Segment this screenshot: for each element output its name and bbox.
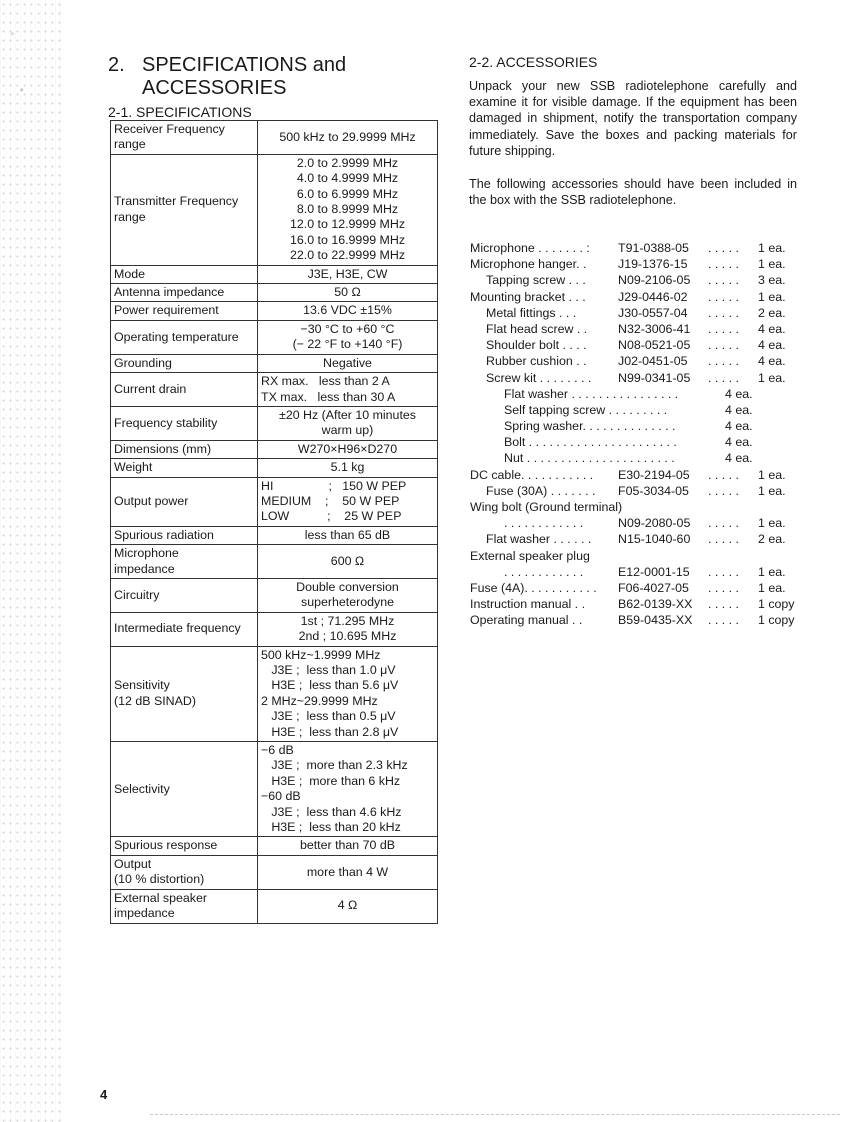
accessories-heading: 2-2. ACCESSORIES — [469, 54, 598, 70]
accessory-name: Fuse (30A) . . . . . . . — [486, 483, 596, 498]
accessory-name: Microphone . . . . . . . : — [470, 241, 590, 255]
accessory-leader-dots: . . . . . — [708, 257, 739, 272]
spec-label: Receiver Frequency range — [111, 121, 258, 155]
spec-row — [111, 373, 438, 407]
accessory-item — [470, 450, 800, 466]
accessory-name: Spring washer. . . . . . . . . . . . . . — [504, 419, 676, 434]
accessory-name: Microphone hanger. . — [470, 257, 587, 272]
accessory-part-number: N09-2106-05 — [618, 273, 691, 288]
spec-label: Mode — [111, 265, 258, 283]
spec-value: ±20 Hz (After 10 minutes warm up) — [258, 406, 438, 440]
spec-row — [111, 855, 438, 889]
spec-label: Frequency stability — [111, 406, 258, 440]
spec-row — [111, 302, 438, 320]
spec-row — [111, 320, 438, 354]
spec-value: 2.0 to 2.9999 MHz 4.0 to 4.9999 MHz 6.0 to 6.9999 MHz 8.0 to 8.9999 MHz 12.0 to 12.9999 MHz 16.0 to 16.9999 MHz 22.0 to 22.9999 MHz — [258, 154, 438, 265]
accessory-part-number: J29-0446-02 — [618, 289, 688, 304]
accessory-item — [470, 515, 800, 531]
spec-value: 4 Ω — [258, 889, 438, 923]
accessory-part-number: B62-0139-XX — [618, 597, 693, 612]
accessory-leader-dots: . . . . . — [708, 370, 739, 385]
spec-row — [111, 837, 438, 855]
accessory-item — [470, 240, 800, 256]
accessory-item — [470, 612, 800, 628]
spec-value: better than 70 dB — [258, 837, 438, 855]
spec-row — [111, 545, 438, 579]
accessory-part-number: N32-3006-41 — [618, 321, 691, 336]
accessory-item — [470, 531, 800, 547]
accessory-quantity: 1 ea. — [758, 483, 786, 498]
accessory-part-number: J30-0557-04 — [618, 305, 688, 320]
accessory-item — [470, 321, 800, 337]
accessory-leader-dots: . . . . . — [708, 597, 739, 612]
accessory-leader-dots: . . . . . — [708, 241, 739, 255]
spec-row — [111, 354, 438, 372]
accessories-list — [470, 240, 800, 629]
accessory-part-number: N08-0521-05 — [618, 338, 691, 353]
accessory-quantity: 4 ea. — [758, 354, 786, 369]
spec-row — [111, 265, 438, 283]
spec-row — [111, 459, 438, 477]
accessory-quantity: 1 ea. — [758, 289, 786, 304]
spec-row — [111, 578, 438, 612]
accessory-quantity: 1 ea. — [758, 370, 786, 385]
spec-value: W270×H96×D270 — [258, 440, 438, 458]
accessory-quantity: 1 ea. — [758, 241, 786, 255]
spec-label: Transmitter Frequency range — [111, 154, 258, 265]
accessories-intro: Unpack your new SSB radiotelephone carefully and examine it for visible damage. If the equipment has been damaged in shipment, notify the transportation company immediately. Save the boxes and packing materials for future shipping. — [469, 79, 797, 158]
accessory-part-number: T91-0388-05 — [618, 241, 689, 255]
footer-rule — [150, 1114, 840, 1115]
spec-value: 500 kHz to 29.9999 MHz — [258, 121, 438, 155]
accessory-quantity: 4 ea. — [725, 435, 753, 450]
accessory-item — [470, 272, 800, 288]
accessory-leader-dots: . . . . . — [708, 289, 739, 304]
accessory-leader-dots: . . . . . — [708, 613, 739, 628]
accessory-part-number: N09-2080-05 — [618, 516, 691, 531]
spec-label: Sensitivity (12 dB SINAD) — [111, 646, 258, 741]
accessory-part-number: N99-0341-05 — [618, 370, 691, 385]
spec-value: 50 Ω — [258, 284, 438, 302]
spec-label: Power requirement — [111, 302, 258, 320]
accessory-name: DC cable. . . . . . . . . . . — [470, 467, 594, 482]
spec-value: more than 4 W — [258, 855, 438, 889]
accessory-name: Shoulder bolt . . . . — [486, 338, 587, 353]
accessory-part-number: E12-0001-15 — [618, 564, 690, 579]
accessory-name: External speaker plug — [470, 548, 590, 563]
accessory-quantity: 1 copy — [758, 597, 795, 612]
spec-row — [111, 154, 438, 265]
accessory-name: Wing bolt (Ground terminal) — [470, 500, 623, 514]
spec-row — [111, 742, 438, 837]
accessory-quantity: 2 ea. — [758, 305, 786, 320]
accessory-item — [470, 548, 800, 564]
accessory-quantity: 2 ea. — [758, 532, 786, 547]
accessory-leader-dots: . . . . . — [708, 564, 739, 579]
accessory-item — [470, 353, 800, 369]
accessory-leader-dots: . . . . . — [708, 354, 739, 369]
spec-label: Grounding — [111, 354, 258, 372]
page-number: 4 — [100, 1087, 108, 1102]
accessory-item — [470, 418, 800, 434]
accessory-name: Fuse (4A). . . . . . . . . . . — [470, 580, 597, 595]
accessory-name: Mounting bracket . . . — [470, 289, 586, 304]
accessory-quantity: 4 ea. — [725, 386, 753, 401]
specifications-table — [110, 120, 438, 924]
section-title-line1: SPECIFICATIONS and — [142, 54, 347, 76]
spec-row — [111, 284, 438, 302]
section-title-line2: ACCESSORIES — [142, 77, 287, 99]
accessory-item — [470, 499, 800, 515]
accessory-quantity: 1 copy — [758, 613, 795, 628]
spec-value: Negative — [258, 354, 438, 372]
accessory-item — [470, 305, 800, 321]
accessories-note: The following accessories should have been included in the box with the SSB radiotelephone. — [469, 177, 797, 208]
accessory-quantity: 4 ea. — [758, 338, 786, 353]
accessory-quantity: 1 ea. — [758, 257, 786, 272]
spec-row — [111, 646, 438, 741]
section-title — [108, 54, 346, 100]
accessory-item — [470, 434, 800, 450]
accessory-name: Flat washer . . . . . . — [486, 532, 592, 547]
accessory-item — [470, 580, 800, 596]
spec-label: Current drain — [111, 373, 258, 407]
accessory-item — [470, 337, 800, 353]
spec-value: 13.6 VDC ±15% — [258, 302, 438, 320]
accessory-part-number: J19-1376-15 — [618, 257, 688, 272]
spec-value: 5.1 kg — [258, 459, 438, 477]
accessory-part-number: F06-4027-05 — [618, 580, 689, 595]
accessory-quantity: 4 ea. — [758, 321, 786, 336]
spec-value: −30 °C to +60 °C (− 22 °F to +140 °F) — [258, 320, 438, 354]
spec-label: Microphone impedance — [111, 545, 258, 579]
accessory-part-number: E30-2194-05 — [618, 467, 690, 482]
spec-value: J3E, H3E, CW — [258, 265, 438, 283]
spec-value: RX max. less than 2 A TX max. less than 30 A — [258, 373, 438, 407]
accessory-item — [470, 467, 800, 483]
accessory-leader-dots: . . . . . — [708, 580, 739, 595]
accessory-name: Rubber cushion . . — [486, 354, 587, 369]
spec-label: Spurious response — [111, 837, 258, 855]
spec-value: Double conversion superheterodyne — [258, 578, 438, 612]
accessory-item — [470, 564, 800, 580]
spec-value: less than 65 dB — [258, 526, 438, 544]
accessory-quantity: 1 ea. — [758, 580, 786, 595]
spec-value: 1st ; 71.295 MHz 2nd ; 10.695 MHz — [258, 612, 438, 646]
spec-row — [111, 121, 438, 155]
spec-label: Dimensions (mm) — [111, 440, 258, 458]
accessory-name: Screw kit . . . . . . . . — [486, 370, 592, 385]
accessory-item — [470, 256, 800, 272]
accessory-part-number: F05-3034-05 — [618, 483, 689, 498]
spec-value: 600 Ω — [258, 545, 438, 579]
accessory-name: Instruction manual . . — [470, 597, 586, 612]
section-number: 2. — [108, 54, 125, 76]
accessory-part-number: J02-0451-05 — [618, 354, 688, 369]
spec-value: −6 dB J3E ; more than 2.3 kHz H3E ; more than 6 kHz −60 dB J3E ; less than 4.6 kHz H3E ; less than 20 kHz — [258, 742, 438, 837]
accessory-quantity: 1 ea. — [758, 516, 786, 531]
accessory-name: Bolt . . . . . . . . . . . . . . . . . . . . . . — [504, 435, 677, 450]
accessory-name: Flat head screw . . — [486, 321, 588, 336]
accessory-name: Self tapping screw . . . . . . . . . — [504, 402, 668, 417]
accessory-name: Tapping screw . . . — [486, 273, 586, 288]
spec-row — [111, 440, 438, 458]
accessory-item — [470, 289, 800, 305]
accessory-leader-dots: . . . . . — [708, 305, 739, 320]
spec-value: 500 kHz~1.9999 MHz J3E ; less than 1.0 μV H3E ; less than 5.6 μV 2 MHz~29.9999 MHz J3E ; less than 0.5 μV H3E ; less than 2.8 μV — [258, 646, 438, 741]
accessory-quantity: 4 ea. — [725, 419, 753, 434]
spec-row — [111, 526, 438, 544]
accessory-name: Flat washer . . . . . . . . . . . . . . . . — [504, 386, 679, 401]
spec-label: Selectivity — [111, 742, 258, 837]
accessory-leader-dots: . . . . . — [708, 516, 739, 531]
accessory-part-number: B59-0435-XX — [618, 613, 693, 628]
accessory-quantity: 1 ea. — [758, 467, 786, 482]
spec-row — [111, 406, 438, 440]
accessory-leader-dots: . . . . . — [708, 483, 739, 498]
spec-row — [111, 612, 438, 646]
spec-label: Output (10 % distortion) — [111, 855, 258, 889]
accessory-item — [470, 370, 800, 386]
spec-label: External speaker impedance — [111, 889, 258, 923]
accessory-item — [470, 402, 800, 418]
spec-value: HI ; 150 W PEP MEDIUM ; 50 W PEP LOW ; 25 W PEP — [258, 477, 438, 526]
accessory-name: . . . . . . . . . . . . — [504, 516, 584, 531]
accessory-leader-dots: . . . . . — [708, 273, 739, 288]
spec-label: Spurious radiation — [111, 526, 258, 544]
accessory-quantity: 1 ea. — [758, 564, 786, 579]
spec-label: Intermediate frequency — [111, 612, 258, 646]
accessory-leader-dots: . . . . . — [708, 467, 739, 482]
accessory-item — [470, 596, 800, 612]
spec-label: Weight — [111, 459, 258, 477]
spec-label: Output power — [111, 477, 258, 526]
accessory-name: Nut . . . . . . . . . . . . . . . . . . . . . . — [504, 451, 675, 466]
accessory-part-number: N15-1040-60 — [618, 532, 691, 547]
spec-label: Circuitry — [111, 578, 258, 612]
accessory-quantity: 4 ea. — [725, 402, 753, 417]
specifications-heading: 2-1. SPECIFICATIONS — [108, 104, 252, 120]
accessory-quantity: 3 ea. — [758, 273, 786, 288]
spec-row — [111, 889, 438, 923]
accessory-leader-dots: . . . . . — [708, 338, 739, 353]
accessory-name: . . . . . . . . . . . . — [504, 564, 584, 579]
accessory-item — [470, 483, 800, 499]
spec-label: Operating temperature — [111, 320, 258, 354]
accessory-leader-dots: . . . . . — [708, 321, 739, 336]
spec-row — [111, 477, 438, 526]
accessory-leader-dots: . . . . . — [708, 532, 739, 547]
scan-edge-speckle — [0, 0, 62, 1122]
accessory-name: Operating manual . . — [470, 613, 583, 628]
accessory-name: Metal fittings . . . — [486, 305, 577, 320]
spec-label: Antenna impedance — [111, 284, 258, 302]
accessory-item — [470, 386, 800, 402]
accessory-quantity: 4 ea. — [725, 451, 753, 466]
